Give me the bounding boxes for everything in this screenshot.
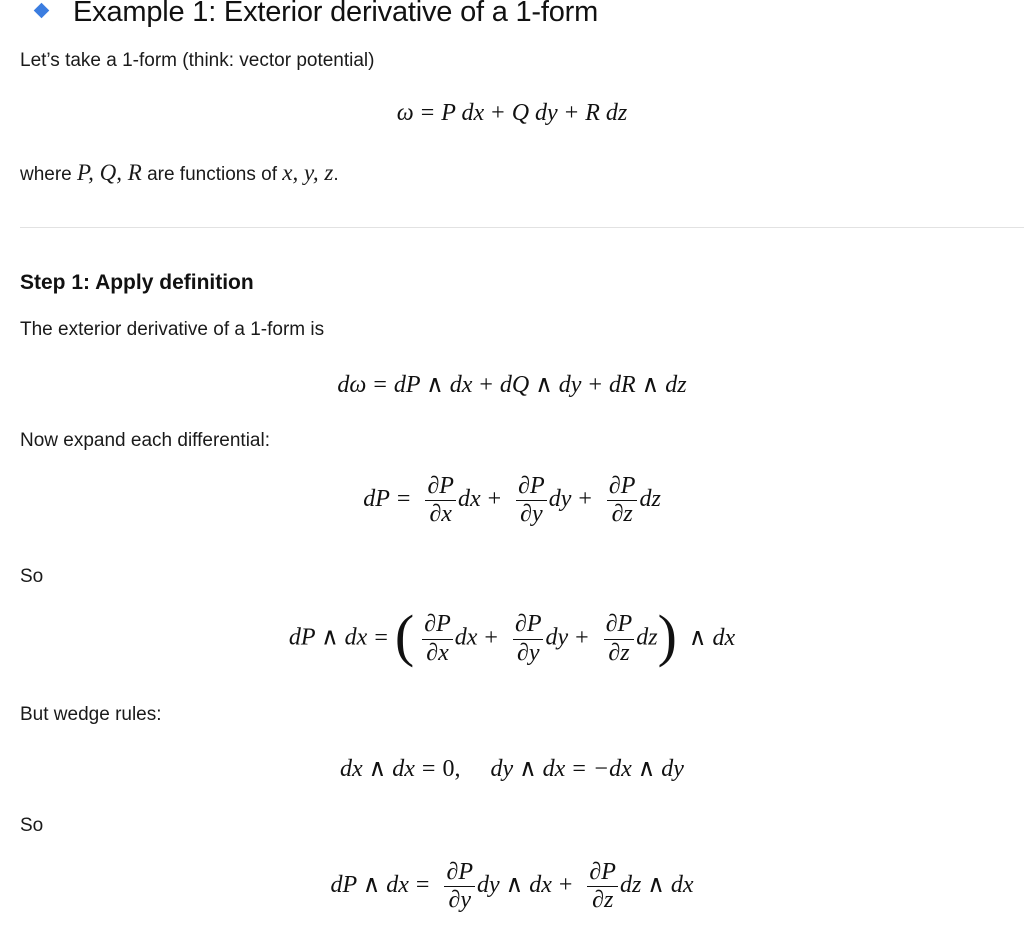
- math-term: R dz: [585, 100, 628, 126]
- fraction: [516, 474, 547, 527]
- fraction-numerator: ∂P: [604, 612, 635, 639]
- fraction-denominator: ∂z: [592, 887, 614, 914]
- math-term: dQ ∧ dy: [499, 372, 582, 398]
- math-term: dR ∧ dz: [609, 372, 687, 398]
- fraction-numerator: ∂P: [607, 474, 638, 501]
- math-term: dz: [636, 624, 658, 651]
- math-term: ω: [396, 100, 414, 126]
- diamond-bullet-icon: [34, 3, 50, 19]
- fraction: [607, 474, 638, 527]
- math-inline: P, Q, R: [77, 160, 142, 185]
- text-segment: where: [20, 164, 72, 185]
- math-term: dy: [545, 624, 569, 651]
- fraction-denominator: ∂x: [426, 639, 449, 666]
- where-text: [20, 160, 339, 186]
- step-text-2: Now expand each differential:: [20, 430, 270, 451]
- fraction-numerator: ∂P: [516, 474, 547, 501]
- fraction-numerator: ∂P: [425, 474, 456, 501]
- math-term: dy ∧ dx: [477, 872, 552, 899]
- fraction: [422, 612, 453, 665]
- divider: [20, 227, 1024, 228]
- fraction: [604, 612, 635, 665]
- math-term: Q dy: [511, 100, 558, 126]
- step-text-4: But wedge rules:: [20, 704, 162, 725]
- fraction-numerator: ∂P: [422, 612, 453, 639]
- fraction-numerator: ∂P: [444, 860, 475, 887]
- math-term: dz ∧ dx: [619, 872, 694, 899]
- math-term: dP ∧ dx: [330, 872, 409, 899]
- fraction: [513, 612, 544, 665]
- fraction-denominator: ∂z: [611, 501, 633, 528]
- equation-domega: dω = dP ∧ dx + dQ ∧ dy + dR ∧ dz: [337, 372, 687, 398]
- text-segment: .: [333, 164, 339, 185]
- math-term: −dx ∧ dy: [592, 756, 684, 782]
- math-term: 0: [442, 756, 455, 782]
- step-text-1: The exterior derivative of a 1-form is: [20, 319, 325, 340]
- right-paren: ): [657, 603, 677, 668]
- section-title: Example 1: Exterior derivative of a 1-form: [73, 0, 599, 28]
- step-heading: Step 1: Apply definition: [20, 271, 254, 294]
- fraction-denominator: ∂y: [516, 639, 540, 666]
- equation-omega: ω = P dx + Q dy + R dz: [396, 100, 628, 126]
- fraction: [425, 474, 456, 527]
- math-term: dP ∧ dx: [288, 624, 368, 651]
- text-segment: are functions of: [147, 164, 277, 185]
- math-term: dω: [337, 372, 367, 398]
- math-term: ∧ dx: [688, 624, 736, 651]
- math-term: dx: [454, 624, 478, 651]
- math-term: dy: [548, 486, 572, 513]
- math-term: dP ∧ dx: [393, 372, 473, 398]
- fraction-denominator: ∂z: [608, 639, 630, 666]
- step-text-3: So: [20, 566, 44, 587]
- math-term: dx: [457, 486, 481, 513]
- equation-wedge-rules: dx ∧ dx = 0, dy ∧ dx = −dx ∧ dy: [340, 756, 684, 782]
- equation-dp-expansion: dP = $\frac{\partial P}{\partial x}$ dx + $\frac{\partial P}{\partial y}$ dy + $\frac{\partial P}{\partial z}$ dz: [363, 473, 661, 528]
- fraction: [444, 860, 475, 913]
- math-term: dy ∧ dx: [490, 756, 566, 782]
- section-heading: [20, 0, 598, 29]
- step-text-5: So: [20, 815, 44, 836]
- math-term: P dx: [441, 100, 485, 126]
- fraction-numerator: ∂P: [513, 612, 544, 639]
- equation-dp-wedge-dx: dP ∧ dx = ( $\frac{\partial P}{\partial x}$ dx + $\frac{\partial P}{\partial y}$ dy + $\frac{\partial P}{\partial z}$ dz) ∧ dx: [288, 603, 736, 668]
- fraction-denominator: ∂x: [429, 501, 452, 528]
- math-term: dx ∧ dx: [340, 756, 415, 782]
- fraction-numerator: ∂P: [587, 860, 618, 887]
- math-term: dz: [639, 486, 661, 513]
- intro-text: Let’s take a 1-form (think: vector potential): [20, 50, 375, 71]
- math-inline: x, y, z: [282, 160, 334, 185]
- fraction-denominator: ∂y: [448, 887, 471, 914]
- fraction-denominator: ∂y: [520, 501, 543, 528]
- equation-dp-wedge-dx-simplified: dP ∧ dx = $\frac{\partial P}{\partial y}$ dy ∧ dx + $\frac{\partial P}{\partial z}$ dz ∧ dx: [330, 859, 694, 914]
- fraction: [587, 860, 618, 913]
- math-term: dP: [363, 486, 390, 513]
- left-paren: (: [394, 603, 415, 668]
